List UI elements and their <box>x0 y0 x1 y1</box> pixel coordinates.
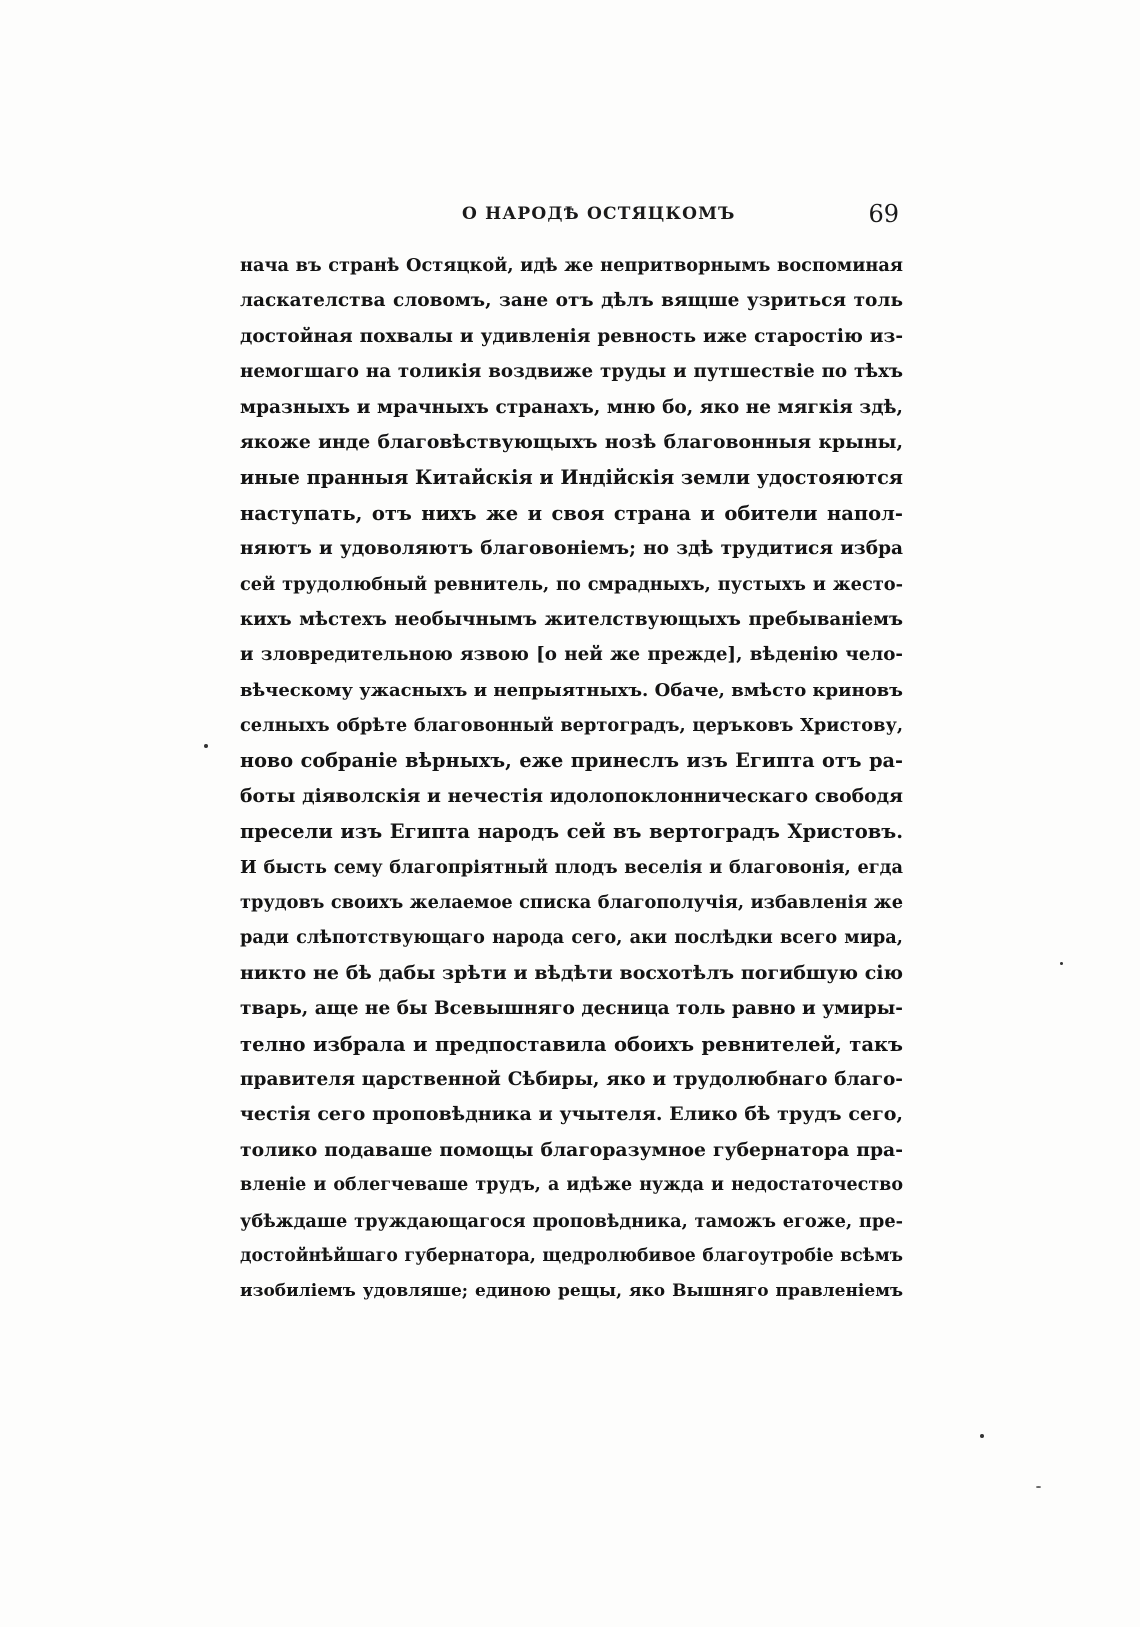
text-line: достойнѣйшаго губернатора, щедролюбивое благоутробіе всѣмъ <box>240 1245 903 1266</box>
text-line: И бысть сему благопріятный плодъ веселія и благовонія, егда <box>240 856 903 878</box>
text-line: мразныхъ и мрачныхъ странахъ, мню бо, яко не мягкія здѣ, <box>240 396 903 418</box>
text-line: иные пранныя Китайскія и Индійскія земли удостояются <box>240 466 903 490</box>
text-line: достойная похвалы и удивленія ревность иже старостію из- <box>240 325 903 347</box>
text-line: никто не бѣ дабы зрѣти и вѣдѣти восхотѣлъ погибшую сію <box>240 961 903 984</box>
text-line: правителя царственной Сѣбиры, яко и трудолюбнаго благо- <box>240 1068 903 1090</box>
text-line: сей трудолюбный ревнитель, по смрадныхъ, пустыхъ и жесто- <box>240 573 903 595</box>
scan-speck <box>204 744 208 748</box>
text-line: ново собраніе вѣрныхъ, еже принеслъ изъ Египта отъ ра- <box>240 749 903 773</box>
text-line: вѣческому ужасныхъ и непрыятныхъ. Обаче, вмѣсто криновъ <box>240 679 903 701</box>
text-line: телно избрала и предпоставила обоихъ ревнителей, такъ <box>240 1032 903 1056</box>
running-head <box>244 200 899 234</box>
text-line: пресели изъ Египта народъ сей въ вертоградъ Христовъ. <box>240 820 903 844</box>
scan-speck <box>980 1434 984 1438</box>
text-line: ради слѣпотствующаго народа сего, аки послѣдки всего мира, <box>240 927 903 949</box>
text-line: наступать, отъ нихъ же и своя страна и обители напол- <box>240 501 903 525</box>
text-line: толико подаваше помощы благоразумное губернатора пра- <box>240 1138 903 1161</box>
text-line: изобиліемъ удовляше; единою рещы, яко Вышняго правленіемъ <box>240 1281 903 1302</box>
text-line: няютъ и удоволяютъ благовоніемъ; но здѣ трудитися избра <box>240 538 903 560</box>
body-text <box>240 248 903 1310</box>
text-line: трудовъ своихъ желаемое списка благополучія, избавленія же <box>240 892 903 914</box>
text-line: и зловредительною язвою [о ней же прежде], вѣденію чело- <box>240 644 903 666</box>
text-line: нача въ странѣ Остяцкой, идѣ же непритворнымъ воспоминая <box>240 255 903 276</box>
text-line: честія сего проповѣдника и учытеля. Елико бѣ трудъ сего, <box>240 1103 903 1126</box>
text-line: немогшаго на толикія воздвиже труды и путшествіе по тѣхъ <box>240 361 903 383</box>
text-line: ласкателства словомъ, зане отъ дѣлъ вящше узриться толь <box>240 290 903 312</box>
text-line: кихъ мѣстехъ необычнымъ жителствующыхъ пребываніемъ <box>240 608 903 630</box>
text-line: селныхъ обрѣте благовонный вертоградъ, церъковъ Христову, <box>240 715 903 737</box>
text-line: вленіе и облегчеваше трудъ, а идѣже нужда и недостаточество <box>240 1175 903 1196</box>
text-line: убѣждаше труждающагося проповѣдника, таможъ егоже, пре- <box>240 1210 903 1232</box>
text-line: якоже инде благовѣствующыхъ нозѣ благовонныя крыны, <box>240 430 903 453</box>
scan-speck <box>1036 1486 1041 1488</box>
scan-speck <box>1060 962 1063 965</box>
page-number: 69 <box>868 200 899 228</box>
running-title: О НАРОДѢ ОСТЯЦКОМЪ <box>462 204 736 224</box>
text-line: тварь, аще не бы Всевышняго десница толь равно и умиры- <box>240 998 903 1020</box>
text-line: боты діяволскія и нечестія идолопоклонническаго свободя <box>240 784 903 807</box>
